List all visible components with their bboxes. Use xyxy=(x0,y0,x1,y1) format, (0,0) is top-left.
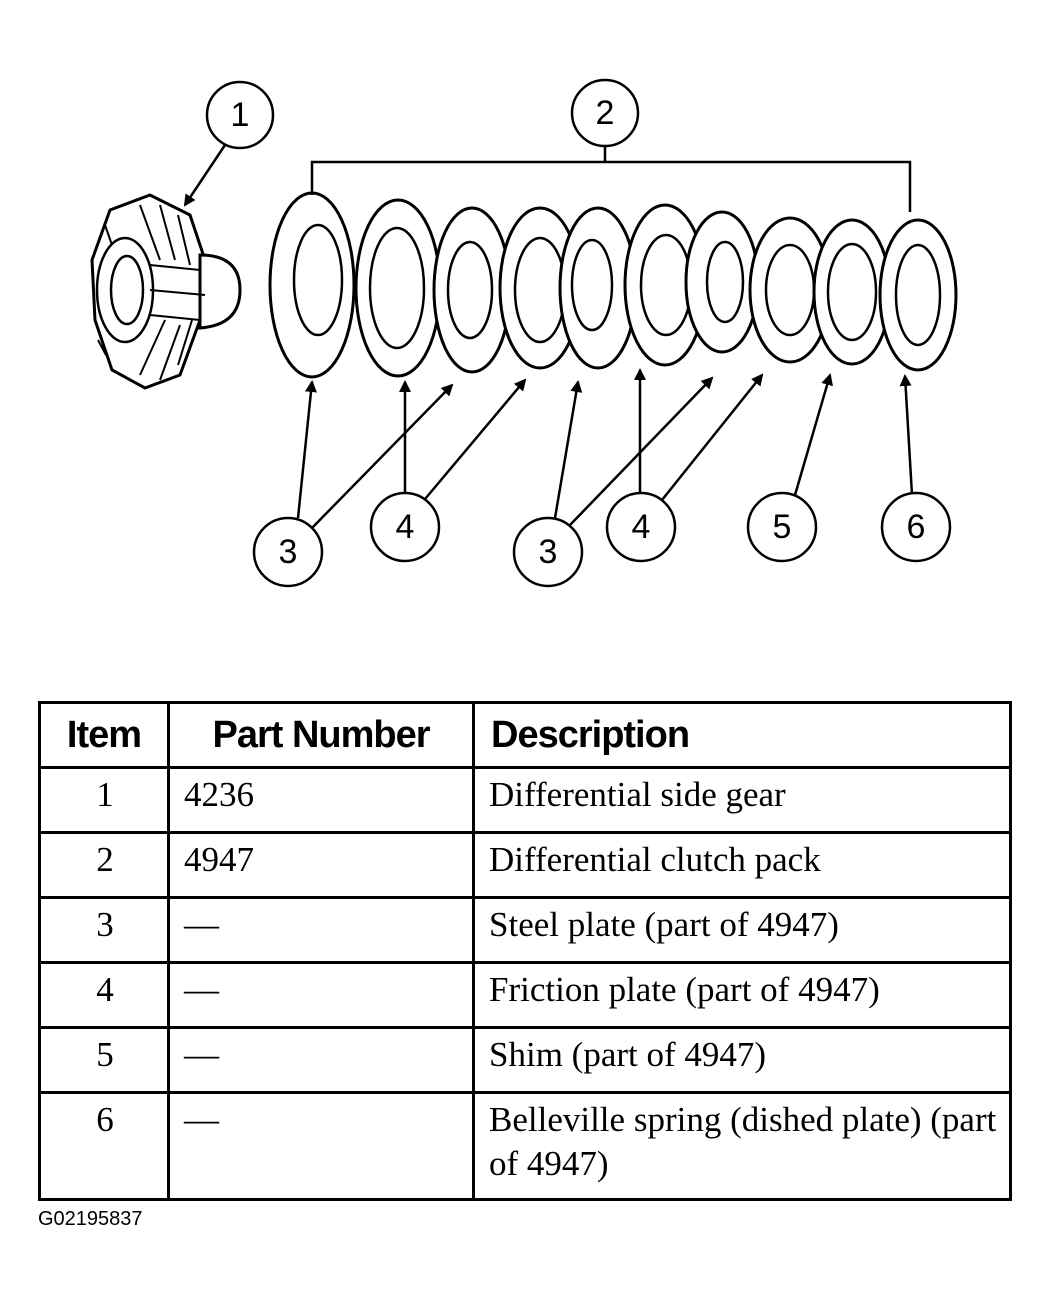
cell-part-number: — xyxy=(169,898,474,963)
cell-part-number: — xyxy=(169,963,474,1028)
callout-5 xyxy=(748,493,816,561)
svg-text:3: 3 xyxy=(538,533,558,571)
callout-4a xyxy=(371,493,439,561)
parts-table xyxy=(38,701,1012,1201)
callout-6 xyxy=(882,493,950,561)
cell-part-number: — xyxy=(169,1093,474,1200)
cell-item: 6 xyxy=(40,1093,169,1200)
callout-1 xyxy=(207,82,273,148)
clutch-plates xyxy=(270,193,956,377)
svg-text:4: 4 xyxy=(631,508,651,546)
svg-text:4: 4 xyxy=(395,508,415,546)
cell-description: Differential clutch pack xyxy=(474,833,1011,898)
header-description: Description xyxy=(474,703,1011,768)
callout-3a xyxy=(254,518,322,586)
side-gear-illustration xyxy=(92,195,240,388)
svg-text:3: 3 xyxy=(278,533,298,571)
table-row xyxy=(40,833,1011,898)
cell-part-number: 4236 xyxy=(169,768,474,833)
cell-description: Differential side gear xyxy=(474,768,1011,833)
table-row xyxy=(40,768,1011,833)
figure-id: G02195837 xyxy=(38,1208,143,1230)
header-item: Item xyxy=(40,703,169,768)
table-row xyxy=(40,898,1011,963)
cell-item: 4 xyxy=(40,963,169,1028)
steel-plate-1 xyxy=(270,193,354,377)
header-part-number: Part Number xyxy=(169,703,474,768)
cell-part-number: — xyxy=(169,1028,474,1093)
friction-plate-1 xyxy=(356,200,440,376)
svg-text:1: 1 xyxy=(230,96,250,134)
steel-plate-4 xyxy=(686,212,758,352)
belleville-spring xyxy=(880,220,956,370)
svg-text:5: 5 xyxy=(772,508,792,546)
svg-text:2: 2 xyxy=(595,94,615,132)
svg-text:6: 6 xyxy=(906,508,926,546)
table-header-row xyxy=(40,703,1011,768)
cell-item: 1 xyxy=(40,768,169,833)
callout-4b xyxy=(607,493,675,561)
callout-2 xyxy=(572,80,638,146)
callout-3b xyxy=(514,518,582,586)
cell-description: Steel plate (part of 4947) xyxy=(474,898,1011,963)
cell-item: 2 xyxy=(40,833,169,898)
cell-description: Shim (part of 4947) xyxy=(474,1028,1011,1093)
cell-description: Belleville spring (dished plate) (part of 4947) xyxy=(474,1093,1011,1200)
table-row xyxy=(40,1028,1011,1093)
cell-part-number: 4947 xyxy=(169,833,474,898)
cell-item: 5 xyxy=(40,1028,169,1093)
cell-item: 3 xyxy=(40,898,169,963)
cell-description: Friction plate (part of 4947) xyxy=(474,963,1011,1028)
table-row xyxy=(40,1093,1011,1200)
table-row xyxy=(40,963,1011,1028)
